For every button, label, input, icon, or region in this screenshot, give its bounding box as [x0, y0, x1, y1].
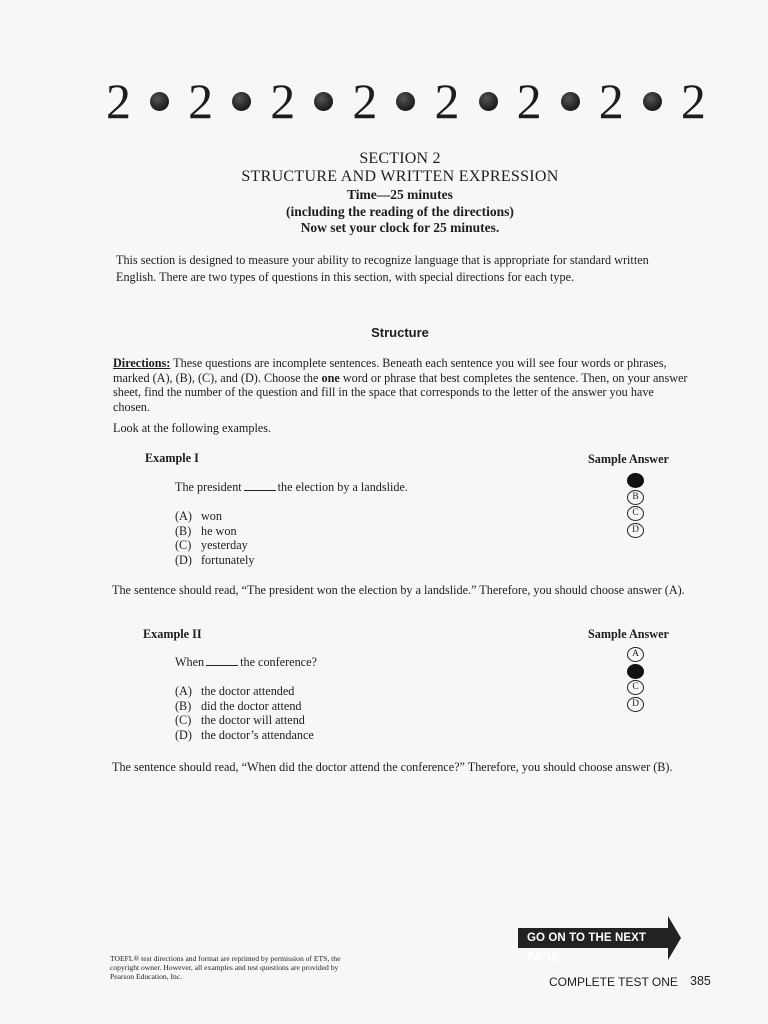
- directions-emphasis: one: [321, 370, 340, 385]
- stem-text: When: [175, 655, 205, 669]
- answer-bubble: B: [627, 490, 644, 505]
- sample-answer-label: Sample Answer: [588, 452, 669, 466]
- banner-digit: 2: [106, 73, 131, 129]
- option-letter: (A): [175, 684, 192, 698]
- answer-bubble: C: [627, 506, 644, 521]
- stem-text: the conference?: [240, 655, 317, 669]
- option-item: [175, 553, 254, 568]
- option-text: yesterday: [201, 538, 248, 553]
- next-page-button[interactable]: [518, 916, 681, 964]
- bullet-dot-icon: [561, 92, 580, 111]
- option-letter: (D): [175, 553, 192, 568]
- example-stem: [175, 480, 408, 495]
- bullet-dot-icon: [314, 92, 333, 111]
- directions-text: These questions are incomplete sentences. Beneath each sentence you will see four words or phrases, marked (A), (B), (C), and (D). Choose the: [113, 356, 667, 385]
- test-name: COMPLETE TEST ONE: [549, 975, 678, 989]
- option-item: [175, 538, 254, 553]
- answer-bubble: C: [627, 680, 644, 695]
- next-page-label: GO ON TO THE NEXT PAGE: [518, 928, 668, 948]
- option-letter: (D): [175, 728, 192, 743]
- stem-text: the election by a landslide.: [277, 480, 408, 494]
- bullet-dot-icon: [479, 92, 498, 111]
- banner-digit: 2: [188, 73, 214, 129]
- answer-bubbles: [627, 647, 647, 713]
- option-text: the doctor will attend: [201, 713, 305, 728]
- intro-paragraph: This section is designed to measure your ability to recognize language that is appropriate for standard written English. There are two types of questions in this section, with special directions for each type.: [116, 253, 649, 284]
- option-item: [175, 509, 254, 524]
- example-explanation: The sentence should read, “When did the doctor attend the conference?” Therefore, you should choose answer (B).: [112, 760, 673, 774]
- answer-bubble: D: [627, 697, 644, 712]
- option-text: fortunately: [201, 553, 255, 568]
- stem-text: The president: [175, 480, 242, 494]
- example-label: Example II: [143, 627, 202, 641]
- option-item: [175, 713, 314, 728]
- option-item: [175, 699, 314, 714]
- example-options: [175, 509, 254, 568]
- option-item: [175, 684, 314, 699]
- banner-digit: 2: [270, 73, 296, 129]
- bullet-dot-icon: [643, 92, 662, 111]
- answer-bubble: D: [627, 523, 644, 538]
- banner-digit: 2: [434, 73, 460, 129]
- page-number: 385: [690, 974, 711, 988]
- answer-bubble: A: [627, 647, 644, 662]
- structure-heading: Structure: [371, 325, 429, 340]
- option-text: the doctor’s attendance: [201, 728, 314, 743]
- option-letter: (B): [175, 698, 192, 713]
- sample-answer-label: Sample Answer: [588, 627, 669, 641]
- example-options: [175, 684, 314, 743]
- directions-paragraph: [113, 356, 688, 414]
- answer-blank: [244, 480, 276, 491]
- example-stem: [175, 655, 317, 670]
- option-text: won: [201, 509, 222, 523]
- answer-bubble-filled: [627, 473, 644, 488]
- example-label: Example I: [145, 451, 199, 465]
- answer-blank: [206, 655, 238, 666]
- directions-text: word or phrase that best completes the sentence. Then, on your answer sheet, find the number of the question and fill in the space that corresponds to the letter of the answer you have chosen.: [113, 370, 688, 414]
- option-text: did the doctor attend: [201, 698, 302, 713]
- section-title: SECTION 2: [359, 150, 441, 167]
- copyright-footnote: TOEFL® test directions and format are reprinted by permission of ETS, the copyright owner. However, all examples and test questions are provided by Pearson Education, Inc.: [110, 954, 341, 981]
- example-explanation: The sentence should read, “The president won the election by a landslide.” Therefore, you should choose answer (A).: [112, 583, 685, 597]
- option-letter: (C): [175, 538, 192, 553]
- banner-digit: 2: [516, 73, 542, 129]
- option-letter: (B): [175, 523, 192, 538]
- banner-digit: 2: [598, 73, 624, 129]
- examples-intro: Look at the following examples.: [113, 421, 272, 435]
- banner-digit: 2: [680, 73, 706, 129]
- option-item: [175, 728, 314, 743]
- answer-bubbles: [627, 473, 647, 539]
- time-limit: Time—25 minutes: [347, 187, 453, 202]
- time-note: (including the reading of the directions): [286, 204, 514, 219]
- option-letter: (C): [175, 713, 192, 728]
- bullet-dot-icon: [396, 92, 415, 111]
- directions-label: Directions:: [113, 356, 171, 370]
- section-number-banner: [106, 66, 706, 136]
- section-subtitle: STRUCTURE AND WRITTEN EXPRESSION: [241, 168, 559, 185]
- option-text: he won: [201, 523, 237, 538]
- arrow-right-icon: [668, 916, 681, 960]
- option-item: [175, 524, 254, 539]
- clock-instruction: Now set your clock for 25 minutes.: [300, 220, 500, 235]
- option-letter: (A): [175, 509, 192, 523]
- answer-bubble-filled: [627, 664, 644, 679]
- banner-digit: 2: [352, 73, 378, 129]
- bullet-dot-icon: [150, 92, 169, 111]
- option-text: the doctor attended: [201, 684, 295, 698]
- bullet-dot-icon: [232, 92, 251, 111]
